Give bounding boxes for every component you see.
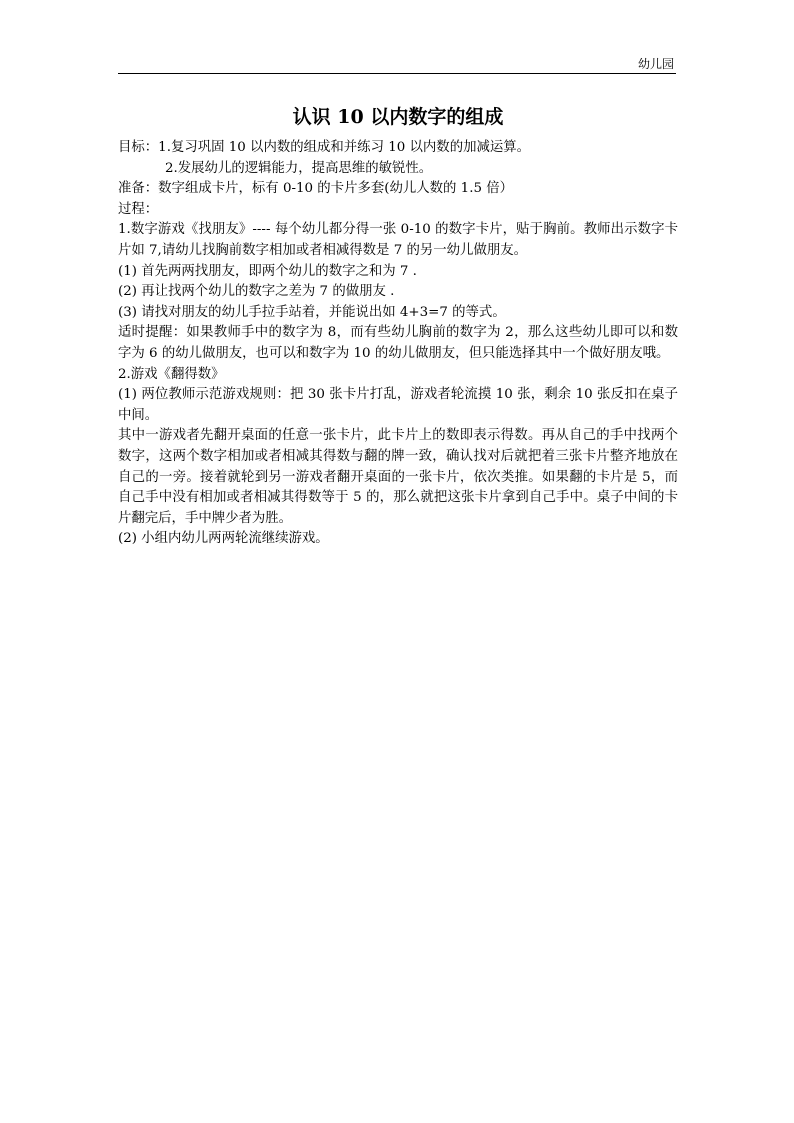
game2-rules: 其中一游戏者先翻开桌面的任意一张卡片，此卡片上的数即表示得数。再从自己的手中找两个数字，这两个数字相加或者相减其得数与翻的牌一致，确认找对后就把着三张卡片整齐地放在自己的一旁。接着就轮到另一游戏者翻开桌面的一张卡片，依次类推。如果翻的卡片是 5，而自己手中没有相加或者相减其得数等于 5 的，那么就把这张卡片拿到自己手中。桌子中间的卡片翻完后，手中牌少者为胜。 — [118, 428, 678, 526]
game1-intro: 1.数字游戏《找朋友》---- 每个幼儿都分得一张 0-10 的数字卡片，贴于胸前。教师出示数字卡片如 7,请幼儿找胸前数字相加或者相减得数是 7 的另一幼儿做朋友。 — [118, 222, 678, 258]
goals-line-1 — [118, 138, 678, 159]
goal-item-1: 1.复习巩固 10 以内数的组成和并练习 10 以内数的加减运算。 — [158, 140, 531, 155]
game1-step-1: (1) 首先两两找朋友，即两个幼儿的数字之和为 7 . — [118, 263, 417, 279]
game2-step-2: (2) 小组内幼儿两两轮流继续游戏。 — [118, 531, 329, 547]
document-title: 认识 10 以内数字的组成 — [292, 106, 504, 128]
page-header — [118, 55, 676, 74]
game1-tip: 适时提醒：如果教师手中的数字为 8，而有些幼儿胸前的数字为 2，那么这些幼儿即可以和数字为 6 的幼儿做朋友，也可以和数字为 10 的幼儿做朋友，但只能选择其中一个做好朋友哦。 — [118, 325, 678, 361]
game2-title: 2.游戏《翻得数》 — [118, 366, 225, 382]
process-label: 过程： — [118, 201, 159, 217]
preparation: 准备：数字组成卡片，标有 0-10 的卡片多套(幼儿人数的 1.5 倍） — [118, 181, 514, 197]
document-body — [118, 138, 678, 550]
header-label: 幼儿园 — [637, 57, 674, 71]
goal-item-2: 2.发展幼儿的逻辑能力，提高思维的敏锐性。 — [165, 160, 433, 176]
game1-step-2: (2) 再让找两个幼儿的数字之差为 7 的做朋友 . — [118, 284, 395, 300]
game1-step-3: (3) 请找对朋友的幼儿手拉手站着，并能说出如 4+3=7 的等式。 — [118, 304, 506, 320]
goals-label: 目标： — [118, 140, 159, 155]
game2-step-1: (1) 两位教师示范游戏规则：把 30 张卡片打乱，游戏者轮流摸 10 张，剩余 10 张反扣在桌子中间。 — [118, 387, 678, 423]
